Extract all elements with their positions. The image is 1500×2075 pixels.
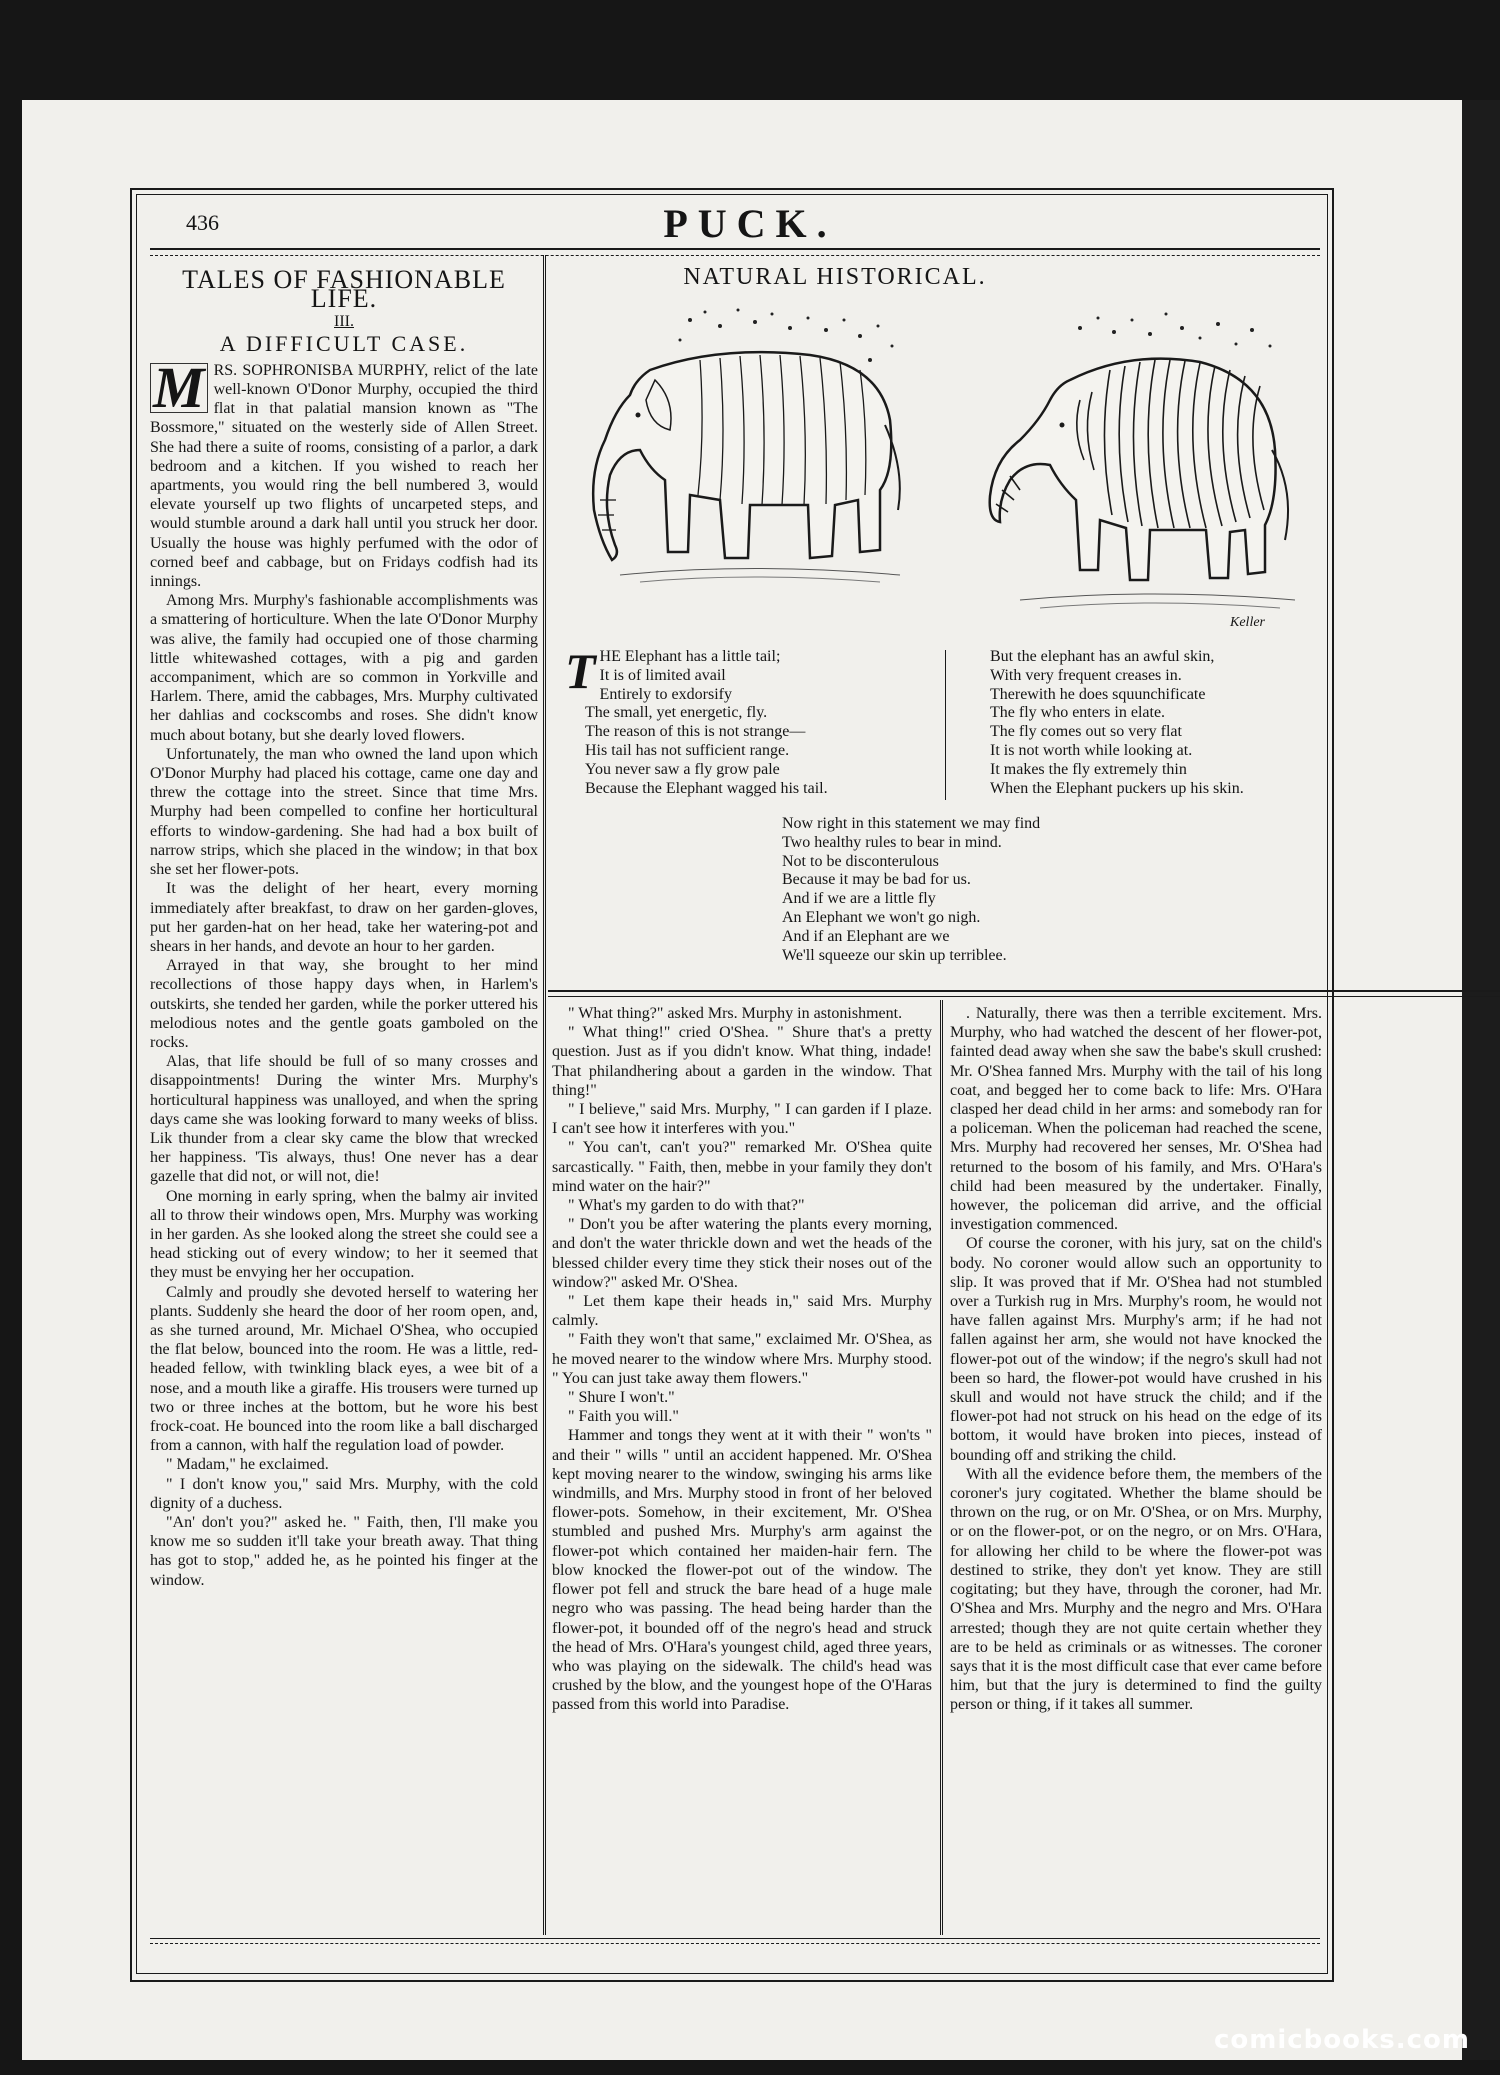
poem-line: An Elephant we won't go nigh.	[782, 908, 981, 926]
poem-line: We'll squeeze our skin up terriblee.	[782, 946, 1007, 964]
elephant-small-tail-illustration	[580, 300, 920, 610]
poem-line: Therewith he does squunchificate	[990, 685, 1206, 703]
section-rule	[548, 990, 1500, 997]
poem-line: The fly comes out so very flat	[990, 723, 1182, 741]
poem-line: Now right in this statement we may find	[782, 815, 1041, 832]
column-rule-2	[940, 1000, 943, 1935]
column-rule-1	[543, 255, 546, 1935]
paragraph: "An' don't you?" asked he. " Faith, then, I'll make you know me so sudden it'll take your breath away. That thing has got to stop," added he, as he pointed his finger at the window.	[150, 1514, 538, 1589]
poem-line: It is of limited avail	[599, 666, 726, 684]
poem-line: The reason of this is not strange—	[585, 723, 806, 741]
paragraph: It was the delight of her heart, every morning immediately after breakfast, to draw on her garden-gloves, put her garden-hat on her head, take her watering-pot and shears in her hands, and devote an hour to her garden.	[150, 880, 538, 955]
paragraph: RS. SOPHRONISBA MURPHY, relict of the late well-known O'Donor Murphy, occupied the third flat in that palatial mansion known as "The Bossmore," situated on the westerly side of Allen Street. She had there a suite of rooms, consisting of a parlor, a dark bedroom and a kitchen. If you wished to reach her apartments, you would ring the bell numbered 3, would elevate yourself up two flights of uncarpeted steps, and would stumble around a dark hall until you struck her door. Usually the house was highly perfumed with the odor of corned beef and cabbage, but on Fridays codfish had its innings.	[150, 361, 538, 591]
paragraph: " What thing?" asked Mrs. Murphy in astonishment.	[568, 1005, 903, 1022]
header-rule	[150, 248, 1320, 256]
poem-line: Not to be disconterulous	[782, 852, 939, 870]
poem-line: His tail has not sufficient range.	[585, 741, 790, 759]
paragraph: " Faith they won't that same," exclaimed Mr. O'Shea, as he moved nearer to the window where Mrs. Murphy stood. " You can just take away them flowers."	[552, 1331, 932, 1387]
paragraph: " You can't, can't you?" remarked Mr. O'Shea quite sarcastically. " Faith, then, mebbe in your family they don't mind water on the hair?"	[552, 1139, 932, 1195]
poem-line: It is not worth while looking at.	[990, 741, 1193, 759]
book-spine	[1462, 100, 1500, 2060]
poem-line: Entirely to exdorsify	[599, 685, 732, 703]
poem-line: Two healthy rules to bear in mind.	[782, 833, 1002, 851]
paragraph: Hammer and tongs they went at it with their " won'ts " and their " wills " until an accident happened. Mr. O'Shea kept moving nearer to the window, swinging his arms like windmills, and Mrs. Murphy stood in front of her beloved flower-pots. Somehow, in their excitement, Mr. O'Shea stumbled and pushed Mrs. Murphy's arm against the flower-pot which contained her maiden-hair fern. The blow knocked the flower-pot out of the window. The flower pot fell and struck the bare head of a huge male negro who was passing. The head being harder than the flower-pot, it bounded off of the negro's head and struck the head of Mrs. O'Hara's youngest child, aged three years, who was playing on the sidewalk. The child's head was crushed by the blow, and the youngest hope of the O'Haras passed from this world into Paradise.	[552, 1427, 932, 1714]
paragraph: " Don't you be after watering the plants every morning, and don't the water thrickle down and wet the heads of the blessed childer every time they stick their noses out of the window?" asked Mr. O'Shea.	[552, 1216, 932, 1291]
paragraph: Unfortunately, the man who owned the land upon which O'Donor Murphy had placed his cottage, came one day and threw the cottage into the street. Since that time Mrs. Murphy had been compelled to confine her horticultural efforts to window-gardening. She had had a box built of narrow strips, which she placed in the window; in that box she set her flower-pots.	[150, 745, 538, 879]
elephant-creased-skin-illustration	[980, 300, 1310, 630]
poem-line: You never saw a fly grow pale	[585, 760, 780, 778]
story-subtitle: A DIFFICULT CASE.	[219, 330, 469, 356]
poem-drop-cap: T	[565, 643, 596, 699]
poem-line: It makes the fly extremely thin	[990, 760, 1187, 778]
paragraph: " What thing!" cried O'Shea. " Shure that's a pretty question. Just as if you didn't know. What thing, indade! That philandhering about a garden in the window. That thing!"	[552, 1024, 932, 1099]
masthead: PUCK.	[663, 201, 837, 246]
story-numeral: III.	[334, 313, 354, 331]
footer-rule	[150, 1938, 1320, 1944]
paragraph: Alas, that life should be full of so many crosses and disappointments! During the winter Mrs. Murphy's horticultural happiness was unalloyed, and when the spring days came she was looking forward to many weeks of bliss. Lik thunder from a clear sky came the blow that wrecked her happiness. 'Tis always, thus! One never has a dear gazelle that did not, or will not, die!	[150, 1053, 538, 1186]
paragraph: " Let them kape their heads in," said Mrs. Murphy calmly.	[552, 1293, 932, 1330]
paragraph: Of course the coroner, with his jury, sat on the child's body. No coroner would allow such an opportunity to slip. It was proved that if Mr. O'Shea had not stumbled over a Turkish rug in Mrs. Murphy's room, he would not have fallen against Mrs. Murphy's arm; if he had not fallen against her arm, she would not have knocked the flower-pot out of the window; if the negro's skull had not been so hard, the flower-pot would have crushed in his skull and would not have struck the child; and if the flower-pot had not struck on his head on the edge of its bottom, it would have broken into pieces, instead of bounding off and striking the child.	[950, 1235, 1322, 1464]
watermark-logo: comicbooks.com	[1213, 2025, 1470, 2055]
paragraph: Among Mrs. Murphy's fashionable accomplishments was a smattering of horticulture. When the late O'Donor Murphy was alive, the family had occupied one of those charming little whitewashed cottages, with a pig and garden accompaniment, which are so common in Yorkville and Harlem. There, amid the cabbages, Mrs. Murphy cultivated her dahlias and cockscombs and roses. She didn't know much about botany, but she dearly loved flowers.	[150, 592, 538, 744]
paragraph: " Faith you will."	[568, 1408, 679, 1426]
poem-left	[565, 643, 925, 798]
paragraph: " Madam," he exclaimed.	[166, 1456, 329, 1474]
drop-cap: M	[150, 363, 208, 413]
poem-line: With very frequent creases in.	[990, 666, 1182, 684]
story-column-1	[150, 258, 538, 1590]
paragraph: " Shure I won't."	[568, 1389, 675, 1407]
poem-line: Because it may be bad for us.	[782, 871, 971, 889]
paragraph: " I believe," said Mrs. Murphy, " I can garden if I plaze. I can't see how it interferes with you."	[552, 1101, 932, 1138]
page-number: 436	[186, 210, 219, 235]
paragraph: One morning in early spring, when the balmy air invited all to throw their windows open, Mrs. Murphy was working in her garden. As she looked along the street she could see a head sticking out of every window; to her it seemed that they must be envying her her occupation.	[150, 1187, 538, 1282]
story-column-2	[552, 1004, 932, 1715]
paragraph: " I don't know you," said Mrs. Murphy, with the cold dignity of a duchess.	[150, 1475, 538, 1512]
poem-line: And if an Elephant are we	[782, 927, 950, 945]
poem-line: But the elephant has an awful skin,	[990, 648, 1215, 665]
poem-center	[782, 815, 1102, 965]
story-title: TALES OF FASHIONABLE LIFE.	[182, 265, 506, 314]
paragraph: Arrayed in that way, she brought to her mind recollections of those happy days when, in Harlem's outskirts, she tended her garden, while the porker uttered his melodious notes and the gentle goats gamboled on the rocks.	[150, 957, 538, 1051]
poem-line: The small, yet energetic, fly.	[585, 704, 768, 722]
poem-right	[990, 648, 1320, 798]
poem-rule	[945, 650, 946, 800]
paragraph: Calmly and proudly she devoted herself to watering her plants. Suddenly she heard the door of her room open, and, as she turned around, Mr. Michael O'Shea, who occupied the flat below, bounced into the room. He was a little, red-headed fellow, with twinkling black eyes, a wee bit of a nose, and a mouth like a giraffe. His trousers were turned up two or three inches at the bottom, but he wore his best frock-coat. He bounced into the room like a ball discharged from a cannon, with half the regulation load of powder.	[150, 1283, 538, 1455]
paragraph: . Naturally, there was then a terrible excitement. Mrs. Murphy, who had watched the descent of her flower-pot, fainted dead away when she saw the babe's skull crushed: Mr. O'Shea fanned Mrs. Murphy with the tail of his long coat, and begged her to come back to life: Mrs. O'Hara clasped her dead child in her arms: and somebody ran for a policeman. When the policeman had reached the scene, Mrs. Murphy had recovered her senses, Mr. O'Shea had returned to the bosom of his family, and Mrs. O'Hara's child had been measured by the undertaker. Finally, however, the policeman did arrive, and the official investigation commenced.	[950, 1005, 1322, 1234]
poem-line: HE Elephant has a little tail;	[599, 648, 781, 665]
poem-line: And if we are a little fly	[782, 890, 936, 908]
story-column-3	[950, 1004, 1322, 1715]
poem-line: When the Elephant puckers up his skin.	[990, 779, 1244, 797]
cartoon-title: NATURAL HISTORICAL.	[683, 264, 987, 290]
paragraph: With all the evidence before them, the members of the coroner's jury cogitated. Whether the blame should be thrown on the rug, or on Mr. O'Shea, or on Mrs. Murphy, or on the flower-pot, or on the negro, or on Mrs. O'Hara, for allowing her child to be where the flower-pot was destined to strike, they don't yet know. They are still cogitating; but they have, through the coroner, had Mr. O'Shea and Mrs. Murphy and the negro and Mrs. O'Hara arrested; though they are not quite certain whether they are to be held as criminals or as witnesses. The coroner says that it is the most difficult case that ever came before him, but that the jury is determined to find the guilty person or thing, if it takes all summer.	[950, 1465, 1322, 1714]
poem-line: The fly who enters in elate.	[990, 704, 1166, 722]
poem-line: Because the Elephant wagged his tail.	[585, 779, 828, 797]
artist-signature: Keller	[1230, 615, 1265, 630]
paragraph: " What's my garden to do with that?"	[568, 1197, 805, 1215]
